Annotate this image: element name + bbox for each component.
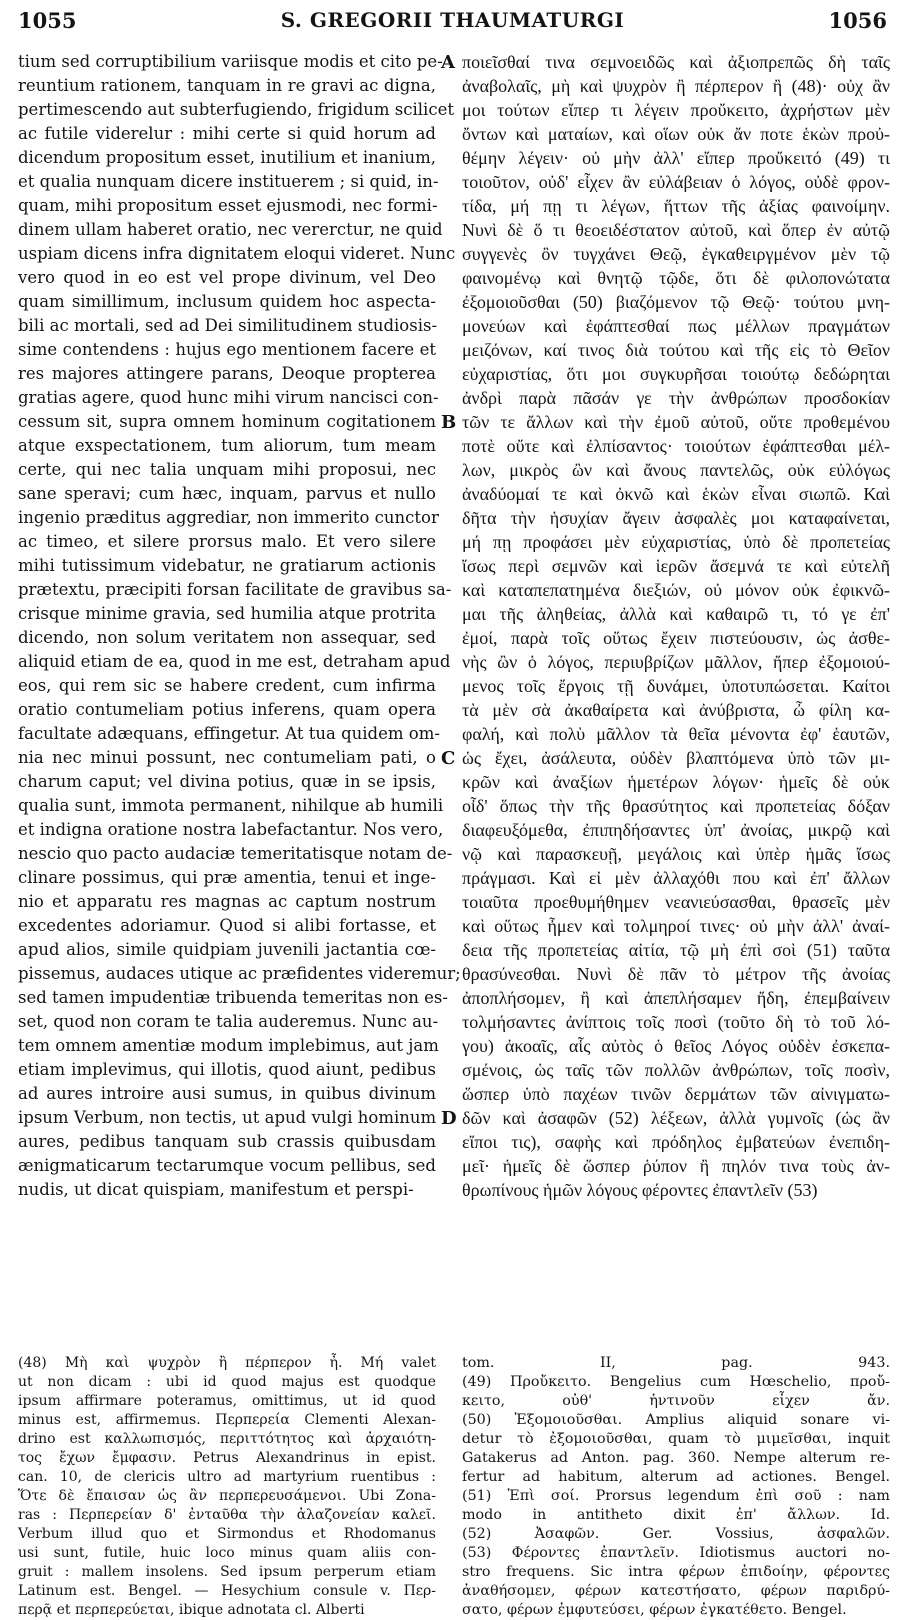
latin-text-line: nia nec minui possunt, nec contumeliam pati, o xyxy=(18,748,436,767)
greek-text-line: ὄντων καὶ ματαίων, καὶ οἵων οὐκ ἄν ποτε ἑκὼν προὐ- xyxy=(462,124,890,144)
greek-text-line: ἀνδρὶ παρὰ πᾶσάν γε τὴν ἀνθρώπων προσδοκίαν xyxy=(462,388,890,408)
footnote-line: usi sunt, futile, huic loco minus quam aliis con- xyxy=(18,1545,436,1561)
latin-text-line: mihi tutissimum videbatur, ne gratiarum actionis xyxy=(18,556,436,575)
greek-text-line: ἀναβολαῖς, μὴ καὶ ψυχρὸν ἢ πέρπερον ἢ (48)· οὐχ ἂν xyxy=(462,76,890,96)
footnote-line: Latinum est. Bengel. — Hesychium consule v. Περ- xyxy=(18,1583,436,1599)
greek-text-line: οἶδ' ὅπως τὴν τῆς θρασύτητος καὶ προπετείας δόξαν xyxy=(462,796,890,816)
greek-text-line: φαλή, καὶ πολὺ μᾶλλον τὰ θεῖα μένοντα ἐφ' ἑαυτῶν, xyxy=(462,724,890,744)
latin-text-line: nudis, ut dicat quispiam, manifestum et perspi- xyxy=(18,1180,414,1199)
greek-text-line: εἴποι τις), σαφὴς καὶ πρόδηλος ἐμβατεύων ἐνεπιδη- xyxy=(462,1132,890,1152)
latin-text-line: pertimescendo aut subterfugiendo, frigidum scilicet xyxy=(18,100,454,119)
greek-text-line: ἴσως περὶ σεμνῶν καὶ ἱερῶν ἄσεμνά τε καὶ εὐτελῆ xyxy=(462,556,890,576)
footnote-line: Verbum illud quo et Sirmondus et Rhodomanus xyxy=(18,1526,436,1542)
footnotes-right xyxy=(462,1354,890,1620)
greek-text-line: εὐχαριστίας, ὅτι μοι συγκυρῆσαι τοιούτῳ δεδώρηται xyxy=(462,364,890,384)
page-number-left: 1055 xyxy=(18,8,77,33)
latin-text-line: certe, qui nec talia unquam mihi proposui, nec xyxy=(18,460,436,479)
latin-text-line: clinare possimus, qui præ amentia, tenui et inge- xyxy=(18,868,436,887)
greek-text-line: μειζόνων, καί τινος διὰ τούτου καὶ τῆς εἰς τὸ Θεῖον xyxy=(462,340,890,360)
margin-marker-b: B xyxy=(441,412,457,433)
greek-text-line: τοιαῦτα προεθυμήθημεν νεανιεύσασθαι, θρασεῖς μὲν xyxy=(462,892,890,912)
latin-text-line: set, quod non coram te talia auderemus. Nunc au- xyxy=(18,1012,439,1031)
latin-text-line: oratio contumeliam potius inferens, quam opera xyxy=(18,700,436,719)
greek-text-line: ποτὲ οὔτε καὶ ἐλπίσαντος· τοιούτων ἐφάπτεσθαι μέλ- xyxy=(462,436,890,456)
greek-text-line: πράγμασι. Καὶ εἰ μὲν ἀλλαχόθι που καὶ ἐπ' ἄλλων xyxy=(462,868,890,888)
latin-text-line: charum caput; vel divina potius, quæ in se ipsis, xyxy=(18,772,436,791)
latin-text-line: aliquid etiam de ea, quod in me est, detraham apud xyxy=(18,652,451,671)
footnotes-left xyxy=(18,1354,436,1620)
footnote-line: ipsum affirmare poteramus, omittimus, ut id quod xyxy=(18,1393,436,1409)
greek-text-line: δεια τῆς προπετείας αἰτία, τῷ μὴ ἐπὶ σοὶ (51) ταῦτα xyxy=(462,940,890,960)
greek-text-line: τῶν τε ἄλλων καὶ τὴν ἐμοῦ αὐτοῦ, οὔτε προθεμένου xyxy=(462,412,890,432)
footnote-line: ut non dicam : ubi id quod majus est quodque xyxy=(18,1374,436,1390)
margin-marker-c: C xyxy=(441,748,456,769)
running-title: S. GREGORII THAUMATURGI xyxy=(280,8,625,32)
latin-text-line: vero quod in eo est vel prope divinum, vel Deo xyxy=(18,268,436,287)
latin-text-line: uspiam dicens infra dignitatem eloqui videret. Nunc xyxy=(18,244,456,263)
footnote-line: can. 10, de clericis ultro ad martyrium ruentibus : xyxy=(18,1469,436,1485)
footnote-line: (51) Ἐπὶ σοί. Prorsus legendum ἐπὶ σοῦ : nam xyxy=(462,1488,890,1504)
greek-text-line: δῆτα τὴν ἡσυχίαν ἄγειν ἀσφαλὲς μοι καταφαίνεται, xyxy=(462,508,890,528)
greek-text-line: ἐμοί, παρὰ τοῖς οὕτως ἔχειν πιστεύουσιν, ὡς ἀσθε- xyxy=(462,628,890,648)
latin-text-line: prætextu, præcipiti forsan facilitate de gravibus sa- xyxy=(18,580,452,599)
margin-marker-d: D xyxy=(441,1108,457,1129)
greek-text-line: τοιοῦτον, οὐδ' εἶχεν ἂν εὐλάβειαν ὁ λόγος, οὐδὲ φρον- xyxy=(462,172,890,192)
greek-text-line: κρῶν καὶ ἀναξίων ἡμετέρων λόγων· ἡμεῖς δὲ οὐκ xyxy=(462,772,890,792)
footnote-line: (49) Προὔκειτο. Bengelius cum Hœschelio, προὔ- xyxy=(462,1374,890,1390)
page-header xyxy=(18,8,887,38)
latin-text-line: dinem ullam haberet oratio, nec vererctur, ne quid xyxy=(18,220,443,239)
latin-text-line: quam, mihi propositum esset ejusmodi, nec formi- xyxy=(18,196,438,215)
latin-text-line: ænigmaticarum tectarumque vocum pellibus, sed xyxy=(18,1156,436,1175)
latin-text-line: aures, pedibus tanquam sub crassis quibusdam xyxy=(18,1132,436,1151)
greek-text-line: δῶν καὶ ἀσαφῶν (52) λέξεων, ἀλλὰ γυμνοῖς (ὡς ἂν xyxy=(462,1108,890,1128)
footnote-line: Gatakerus ad Anton. pag. 360. Nempe alterum re- xyxy=(462,1450,890,1466)
latin-text-line: excedentes adoriamur. Quod si alibi fortasse, et xyxy=(18,916,436,935)
footnote-line: (50) Ἐξομοιοῦσθαι. Amplius aliquid sonare vi- xyxy=(462,1412,890,1428)
greek-text-line: Νυνὶ δὲ ὅ τι θεοειδέστατον αὐτοῦ, καὶ ὅπερ ἐν αὐτῷ xyxy=(462,220,890,240)
greek-text-line: ὡς ἔχει, ἀσάλευτα, οὐδὲν βλαπτόμενα ὑπὸ τῶν μι- xyxy=(462,748,890,768)
latin-text-line: etiam implevimus, qui illotis, quod aiunt, pedibus xyxy=(18,1060,436,1079)
footnote-line: ἀναθήσομεν, φέρων κατεστήσατο, φέρων παριδρύ- xyxy=(462,1583,890,1599)
latin-text-line: crisque minime gravia, sed humilia atque protrita xyxy=(18,604,436,623)
latin-text-line: facultate adæquans, effingetur. At tua quidem om- xyxy=(18,724,440,743)
footnote-line: σατο, φέρων ἐμφυτεύσει, φέρων ἐγκατέθετο. Bengel. xyxy=(462,1602,847,1618)
latin-text-line: apud alios, simile quidpiam juvenili jactantia cœ- xyxy=(18,940,436,959)
latin-text-column xyxy=(18,50,461,1202)
footnote-line: τος ἔχων ἔμφασιν. Petrus Alexandrinus in epist. xyxy=(18,1450,436,1466)
latin-text-line: sed tamen impudentiæ tribuenda temeritas non es- xyxy=(18,988,448,1007)
latin-text-line: eos, qui rem sic se habere credent, cum infirma xyxy=(18,676,436,695)
footnote-line: detur τὸ ἐξομοιοῦσθαι, quam τὸ μιμεῖσθαι, inquit xyxy=(462,1431,890,1447)
latin-text-line: tium sed corruptibilium variisque modis et cito pe- xyxy=(18,52,443,71)
footnote-line: (48) Μὴ καὶ ψυχρὸν ἢ πέρπερον ἦ. Μή valet xyxy=(18,1355,436,1371)
footnote-line: κειτο, οὐθ' ἡντινοῦν εἶχεν ἄν. xyxy=(462,1393,890,1409)
greek-text-line: μονεύων καὶ ἐφάπτεσθαί πως μέλλων πραγμάτων xyxy=(462,316,890,336)
greek-text-line: ἐξομοιοῦσθαι (50) βιαζόμενον τῷ Θεῷ· τούτου μνη- xyxy=(462,292,890,312)
latin-text-line: ac futile viderelur : mihi certe si quid horum ad xyxy=(18,124,436,143)
latin-text-line: gratias agere, quod hunc mihi virum nancisci con- xyxy=(18,388,439,407)
greek-text-line: φαινομένῳ καὶ θνητῷ τῷδε, ὅτι δὲ φιλοπονώτατα xyxy=(462,268,890,288)
footnote-line: drino est καλλωπισμός, περιττότητος καὶ ἀρχαιότη- xyxy=(18,1431,436,1447)
latin-text-line: cessum sit, supra omnem hominum cogitationem xyxy=(18,412,436,431)
greek-text-column xyxy=(462,50,890,1202)
footnote-line: modo in antitheto dixit ἐπ' ἄλλων. Id. xyxy=(462,1507,890,1523)
latin-text-line: reuntium rationem, tanquam in re gravi ac digna, xyxy=(18,76,436,95)
greek-text-line: θρωπίνους ἡμῶν λόγους φέροντες ἐπαντλεῖν (53) xyxy=(462,1180,818,1200)
latin-text-line: nio et apparatu res magnas ac captum nostrum xyxy=(18,892,436,911)
greek-text-line: σμένοις, ὡς ταῖς τῶν πολλῶν ἀνθρώπων, τοῖς ποσὶν, xyxy=(462,1060,890,1080)
footnote-line: (52) Ἀσαφῶν. Ger. Vossius, ἀσφαλῶν. xyxy=(462,1526,890,1542)
greek-text-line: ἀποπλήσομεν, ἢ καὶ ἀπεπλήσαμεν ἤδη, ἐπεμβαίνειν xyxy=(462,988,890,1008)
latin-text-line: dicendum propositum esset, inutilium et inanium, xyxy=(18,148,436,167)
greek-text-line: τίδα, μή πῃ τι λέγων, ἥττων τῆς ἀξίας φαινοίμην. xyxy=(462,196,890,216)
greek-text-line: ὥσπερ ὑπὸ παχέων τινῶν δερμάτων τῶν αἰνιγματω- xyxy=(462,1084,890,1104)
greek-text-line: καὶ καταπεπατημένα διεξιών, οὐ μόνον οὐκ ἐφικνῶ- xyxy=(462,580,890,600)
greek-text-line: τὰ μὲν σὰ ἀκαθαίρετα καὶ ἀνύβριστα, ὦ φίλη κα- xyxy=(462,700,890,720)
greek-text-line: μενος τοῖς ἔργοις τῇ δυνάμει, ὑποτυπώσεται. Καίτοι xyxy=(462,676,890,696)
greek-text-line: καὶ οὕτως ἦμεν καὶ τολμηροί τινες· οὐ μὴν ἀλλ' ἀναί- xyxy=(462,916,890,936)
footnote-line: ras : Περπερείαν δ' ἐνταῦθα τὴν ἀλαζονείαν καλεῖ. xyxy=(18,1507,436,1523)
greek-text-line: διαφευξόμεθα, ἐπιπηδήσαντες ὑπ' ἀνοίας, μικρῷ καὶ xyxy=(462,820,890,840)
greek-text-line: ἀναδύομαί τε καὶ ὀκνῶ καὶ ἑκὼν εἶναι σιωπῶ. Καὶ xyxy=(462,484,890,504)
latin-text-line: ad aures introire ausi sumus, in quibus divinum xyxy=(18,1084,436,1103)
latin-text-line: nescio quo pacto audaciæ temeritatisque notam de- xyxy=(18,844,453,863)
margin-marker-a: A xyxy=(441,52,455,73)
footnote-line: stro frequens. Sic intra φέρων ἐπιδοίην, φέροντες xyxy=(462,1564,890,1580)
footnote-line: gruit : mallem insolens. Sed ipsum perperum etiam xyxy=(18,1564,436,1580)
latin-text-line: et indigna oratione nostra labefactantur. Nos vero, xyxy=(18,820,444,839)
greek-text-line: γου) ἀκοαῖς, αἷς αὐτὸς ὁ θεῖος Λόγος οὐδὲν ἐσκεπα- xyxy=(462,1036,890,1056)
greek-text-line: θέμην λέγειν· οὐ μὴν ἀλλ' εἴπερ προὔκειτό (49) τι xyxy=(462,148,890,168)
latin-text-line: res majores attingere parans, Deoque propterea xyxy=(18,364,436,383)
greek-text-line: νῷ καὶ παρασκευῇ, μεγάλοις καὶ ὑπὲρ ἡμᾶς ἴσως xyxy=(462,844,890,864)
greek-text-line: λων, μικρὸς ὢν καὶ ἄνους παντελῶς, οὐκ εὐλόγως xyxy=(462,460,890,480)
footnote-line: tom. II, pag. 943. xyxy=(462,1355,890,1371)
latin-text-line: quam simillimum, inclusum quidem hoc aspecta- xyxy=(18,292,436,311)
latin-text-line: bili ac mortali, sed ad Dei similitudinem studiosis- xyxy=(18,316,438,335)
latin-text-line: tem omnem amentiæ modum implebimus, aut jam xyxy=(18,1036,439,1055)
page-number-right: 1056 xyxy=(828,8,887,33)
greek-text-line: μεῖ· ἡμεῖς δὲ ὥσπερ ῥύπον ἢ πηλόν τινα τοὺς ἀν- xyxy=(462,1156,890,1176)
latin-text-line: ac timeo, et silere prorsus malo. Et vero silere xyxy=(18,532,436,551)
footnote-line: περᾷ et περπερεύεται, ibique adnotata cl. Alberti xyxy=(18,1602,365,1618)
latin-text-line: et qualia nunquam dicere instituerem ; si quid, in- xyxy=(18,172,439,191)
latin-text-line: ipsum Verbum, non tectis, ut apud vulgi hominum xyxy=(18,1108,437,1127)
latin-text-line: atque exspectationem, tum aliorum, tum meam xyxy=(18,436,436,455)
greek-text-line: ποιεῖσθαί τινα σεμνοειδῶς καὶ ἀξιοπρεπῶς δὴ ταῖς xyxy=(462,52,890,72)
greek-text-line: συγγενὲς ὂν τυγχάνει Θεῷ, ἐγκαθειργμένον μὲν τῷ xyxy=(462,244,890,264)
latin-text-line: dicendo, non solum veritatem non assequar, sed xyxy=(18,628,436,647)
greek-text-line: μή πῃ προφάσει μὲν εὐχαριστίας, ὑπὸ δὲ προπετείας xyxy=(462,532,890,552)
latin-text-line: pissemus, audaces utique ac præfidentes videremur; xyxy=(18,964,461,983)
greek-text-line: νὴς ὢν ὁ λόγος, περιυβρίζων μᾶλλον, ἤπερ ἐξομοιού- xyxy=(462,652,890,672)
greek-text-line: μοι τούτων εἴπερ τι λέγειν προὔκειτο, ἀχρήστων μὲν xyxy=(462,100,890,120)
greek-text-line: θρασύνεσθαι. Νυνὶ δὲ πᾶν τὸ μέτρον τῆς ἀνοίας xyxy=(462,964,890,984)
latin-text-line: qualia sunt, immota permanent, nihilque ab humili xyxy=(18,796,444,815)
footnote-line: minus est, affirmemus. Περπερεία Clementi Alexan- xyxy=(18,1412,436,1428)
greek-text-line: τολμήσαντες ἀνίπτοις τοῖς ποσὶ (τοῦτο δὴ τὸ τοῦ λό- xyxy=(462,1012,890,1032)
latin-text-line: ingenio præditus aggrediar, non immerito cunctor xyxy=(18,508,439,527)
latin-text-line: sime contendens : hujus ego mentionem facere et xyxy=(18,340,436,359)
latin-text-line: sane speravi; cum hæc, inquam, parvus et nullo xyxy=(18,484,436,503)
footnote-line: Ὅτε δὲ ἔπαισαν ὡς ἂν περπερευσάμενοι. Ubi Zona- xyxy=(18,1488,436,1504)
footnote-line: fertur ad habitum, alterum ad actiones. Bengel. xyxy=(462,1469,890,1485)
greek-text-line: μαι τῆς ἀληθείας, ἀλλὰ καὶ καθαιρῶ τι, τό γε ἐπ' xyxy=(462,604,890,624)
footnote-line: (53) Φέροντες ἐπαντλεῖν. Idiotismus auctori no- xyxy=(462,1545,890,1561)
